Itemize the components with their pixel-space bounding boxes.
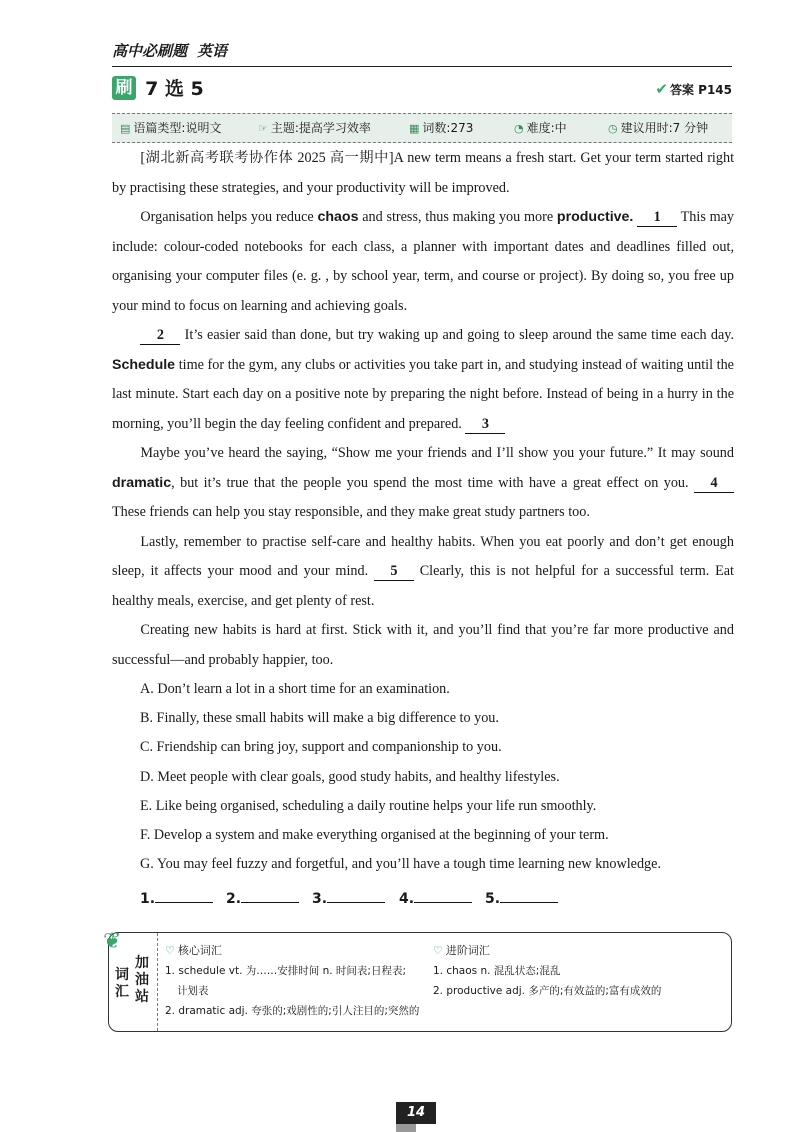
blank-2: 2 (140, 326, 180, 345)
answer-ref-text: 答案 P145 (669, 83, 732, 97)
paragraph-5: Lastly, remember to practise self-care and healthy habits. When you eat poorly and don’t get enough sleep, it affects your mood and your mind. 5 Clearly, this is not helpful for a successful term. Eat healthy meals, exercise, and get plenty of rest. (112, 533, 735, 609)
option-e: E. Like being organised, scheduling a daily routine helps your life run smoothly. (140, 797, 597, 814)
option-c: C. Friendship can bring joy, support and companionship to you. (140, 739, 502, 756)
document-icon: ▤ (120, 122, 131, 135)
option-a: A. Don’t learn a lot in a short time for an examination. (140, 681, 450, 697)
leaf-icon: ❦ (103, 929, 122, 954)
paragraph-3: 2 It’s easier said than done, but try waking up and going to sleep around the same time each day. Schedule time for the gym, any clubs or activities you take part in, and studying instead of waiting until the last minute. Start each day on a positive note by preparing the night before. Instead of being in a hurry in the morning, you’ll begin the day feeling confident and prepared. 3 (112, 327, 734, 432)
blank-5: 5 (374, 562, 414, 581)
passage-info-bar (112, 113, 732, 143)
vocabulary-sidebar (103, 929, 158, 1031)
pointer-icon: ☞ (258, 122, 268, 135)
book-header (112, 36, 732, 67)
answer-line (414, 888, 472, 903)
keyword-dramatic: dramatic (112, 474, 172, 491)
vocab-side-label-b: 加油站 (135, 955, 149, 1005)
blank-4: 4 (694, 474, 734, 493)
heart-icon: ♡ (433, 944, 443, 957)
book-title: 高中必刷题 (112, 42, 188, 60)
section-heading (112, 74, 740, 102)
check-icon: ✔ (655, 80, 668, 98)
vocabulary-box (103, 929, 732, 1032)
answer-slot-3[interactable]: 3. (312, 888, 385, 907)
gauge-icon: ◔ (514, 122, 524, 135)
section-title: 7 选 5 (145, 78, 204, 100)
keyword-chaos: chaos (317, 209, 359, 225)
vocab-entry-dramatic: 2. dramatic adj. 夸张的;戏剧性的;引人注目的;突然的 (165, 1005, 420, 1017)
answer-slot-1[interactable]: 1. (140, 888, 213, 907)
vocab-entry-schedule: 1. schedule vt. 为……安排时间 n. 时间表;日程表; (165, 965, 406, 977)
answer-line (241, 888, 299, 903)
answer-slot-2[interactable]: 2. (226, 888, 299, 907)
answer-slot-5[interactable]: 5. (485, 888, 558, 907)
heart-icon: ♡ (165, 944, 175, 957)
option-g: G. You may feel fuzzy and forgetful, and you’ll have a tough time learning new knowledge. (140, 856, 661, 873)
answer-blanks (140, 888, 580, 912)
word-count-info: ▦ 词数:273 (409, 121, 474, 135)
option-d: D. Meet people with clear goals, good study habits, and healthy lifestyles. (140, 768, 560, 785)
vocab-side-label-a: 词汇 (115, 967, 129, 1000)
answer-slot-4[interactable]: 4. (399, 888, 472, 907)
time-info: ◷ 建议用时:7 分钟 (608, 121, 709, 135)
shua-logo-icon: 刷 (112, 76, 136, 100)
clock-icon: ◷ (608, 122, 618, 135)
blank-1: 1 (637, 208, 677, 227)
vocab-entry-productive: 2. productive adj. 多产的;有效益的;富有成效的 (433, 985, 662, 997)
answer-reference (655, 80, 732, 98)
option-b: B. Finally, these small habits will make a big difference to you. (140, 710, 499, 727)
theme-info: ☞ 主题:提高学习效率 (258, 121, 371, 135)
vocab-entry-chaos: 1. chaos n. 混乱状态;混乱 (433, 965, 561, 977)
options-list (140, 675, 740, 879)
advanced-vocabulary: ♡ 进阶词汇 1. chaos n. 混乱状态;混乱 2. productive adj. 多产的;有效益的;富有成效的 (433, 941, 723, 1001)
vocab-entry-schedule-cont: 计划表 (177, 985, 209, 997)
page-number: 14 (396, 1102, 436, 1124)
answer-line (327, 888, 385, 903)
answer-line (155, 888, 213, 903)
paragraph-1: [湖北新高考联考协作体 2025 高一期中]A new term means a fresh start. Get your term started right by practising these strategies, and your productivity will be improved. (112, 150, 735, 196)
blank-3: 3 (465, 415, 505, 434)
core-vocabulary: ♡ 核心词汇 1. schedule vt. 为……安排时间 n. 时间表;日程表; 计划表 2. dramatic adj. 夸张的;戏剧性的;引人注目的;突然的 (165, 941, 435, 1021)
difficulty-info: ◔ 难度:中 (514, 121, 567, 135)
book-icon: ▦ (409, 122, 420, 135)
option-f: F. Develop a system and make everything organised at the beginning of your term. (140, 827, 609, 844)
genre-info: ▤ 语篇类型:说明文 (120, 121, 222, 135)
paragraph-4: Maybe you’ve heard the saying, “Show me your friends and I’ll show you your future.” It may sound dramatic, but it’s true that the people you spend the most time with have a great effect on you. 4 These friends can help you stay responsible, and they make great study partners too. (112, 445, 734, 520)
keyword-schedule: Schedule (112, 356, 176, 373)
reading-passage (112, 144, 734, 675)
keyword-productive: productive. (556, 209, 634, 225)
answer-line (500, 888, 558, 903)
subject-label: 英语 (197, 42, 228, 60)
source-tag: [湖北新高考联考协作体 2025 高一期中] (140, 150, 394, 166)
paragraph-6: Creating new habits is hard at first. Stick with it, and you’ll find that you’re far more productive and successful—and probably happier, too. (112, 622, 734, 668)
paragraph-2: Organisation helps you reduce chaos and stress, thus making you more productive. 1 This may include: colour-coded notebooks for each class, a planner with important dates and deadlines filled out, organising your computer files (e. g. , by school year, term, and course or project). By doing so, you free up your mind to focus on learning and achieving goals. (112, 209, 735, 314)
